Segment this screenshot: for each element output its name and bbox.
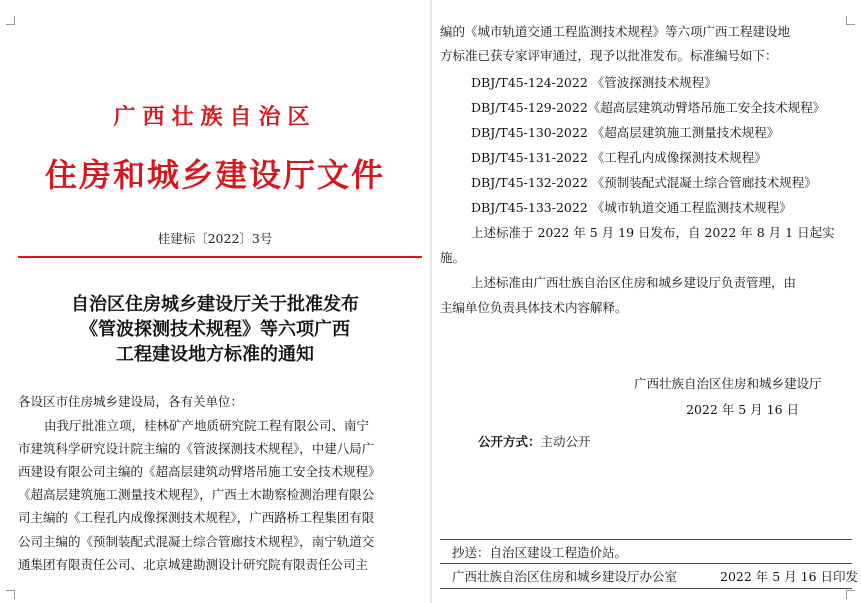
notice-title [0,292,430,367]
disclosure-label: 公开方式： [478,434,541,449]
document-number: 桂建标〔2022〕3号 [157,231,273,246]
issuing-office: 广西壮族自治区住房和城乡建设厅办公室 [452,569,678,584]
footer-top-rule [440,539,852,540]
effective-date-line: 上述标准于 2022 年 5 月 19 日发布，自 2022 年 8 月 1 日起实 [471,225,835,240]
body-line: 西建设有限公司主编的《超高层建筑动臂塔吊施工安全技术规程》 [18,464,381,479]
red-separator-line [18,256,422,258]
document-header-title: 住房和城乡建设厅文件 [44,156,385,194]
cc-line: 抄送：自治区建设工程造价站。 [452,545,628,560]
crop-mark [6,16,15,25]
standard-item: DBJ/T45-124-2022 《管波探测技术规程》 [471,75,717,90]
management-line: 上述标准由广西壮族自治区住房和城乡建设厅负责管理，由 [471,275,797,290]
notice-title-line: 《管波探测技术规程》等六项广西 [80,319,350,340]
body-line: 通集团有限责任公司、北京城建勘测设计研究院有限责任公司主 [18,557,369,572]
disclosure-value: 主动公开 [540,434,591,449]
body-line: 司主编的《工程孔内成像探测技术规程》，广西路桥工程集团有限 [18,510,375,525]
footer-bottom-rule [440,588,852,589]
body-line: 《超高层建筑施工测量技术规程》，广西土木勘察检测治理有限公 [18,487,375,502]
body-line: 市建筑科学研究设计院主编的《管波探测技术规程》，中建八局广 [18,441,375,456]
standard-item: DBJ/T45-131-2022 《工程孔内成像探测技术规程》 [471,150,767,165]
management-line: 主编单位负责具体技术内容解释。 [440,300,628,315]
footer-middle-rule [440,563,852,564]
crop-mark [846,16,855,25]
notice-title-line: 自治区住房城乡建设厅关于批准发布 [71,294,359,315]
body-line: 公司主编的《预制装配式混凝土综合管廊技术规程》，南宁轨道交 [18,534,375,549]
body-line: 方标准已获专家评审通过，现予以批准发布。标准编号如下： [440,48,778,63]
issuer-name: 广西壮族自治区 [113,104,317,130]
signature-date: 2022 年 5 月 16 日 [686,402,800,417]
signature-organization: 广西壮族自治区住房和城乡建设厅 [634,376,822,391]
crop-mark [846,590,855,599]
disclosure-method [478,432,591,450]
standard-item: DBJ/T45-129-2022《超高层建筑动臂塔吊施工安全技术规程》 [471,100,826,115]
print-date: 2022 年 5 月 16 日印发 [720,569,859,584]
body-line: 编的《城市轨道交通工程监测技术规程》等六项广西工程建设地 [440,24,791,39]
notice-title-line: 工程建设地方标准的通知 [116,344,314,365]
crop-mark [6,590,15,599]
standard-item: DBJ/T45-132-2022 《预制装配式混凝土综合管廊技术规程》 [471,175,817,190]
document-page-left [0,0,430,603]
standard-item: DBJ/T45-130-2022 《超高层建筑施工测量技术规程》 [471,125,780,140]
effective-date-line: 施。 [440,250,466,265]
body-line: 由我厅批准立项，桂林矿产地质研究院工程有限公司、南宁 [44,418,370,433]
salutation: 各设区市住房城乡建设局，各有关单位： [18,394,244,409]
standard-item: DBJ/T45-133-2022 《城市轨道交通工程监测技术规程》 [471,200,792,215]
